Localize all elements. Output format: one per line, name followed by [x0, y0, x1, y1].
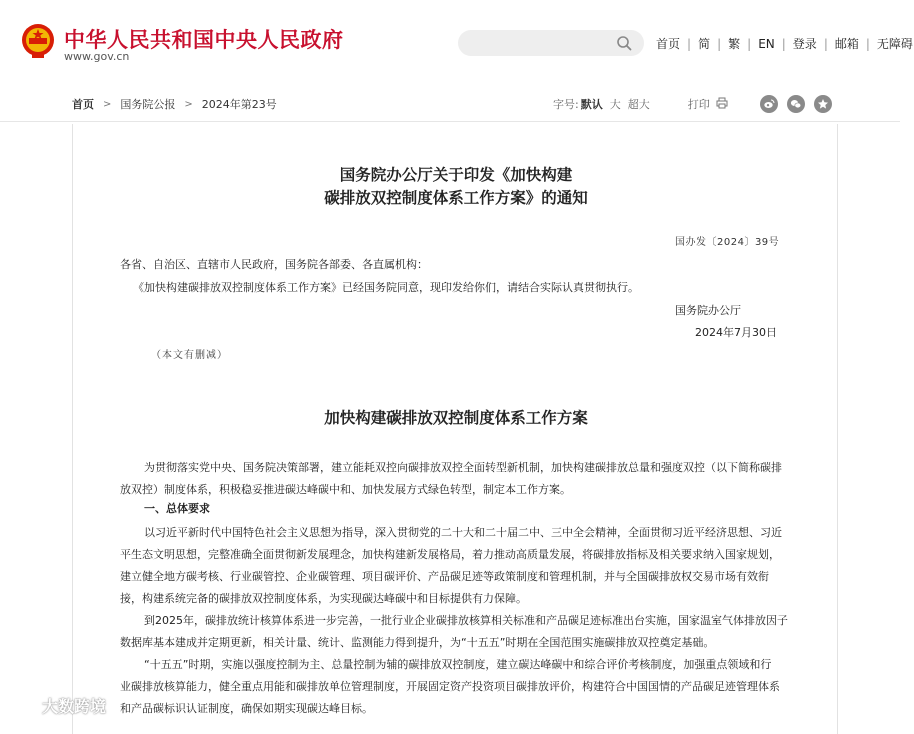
paragraph-line: 平生态文明思想，完整准确全面贯彻新发展理念，加快构建新发展格局，着力推动高质量发展，将碳排放指标及相关要求纳入国家规划， — [120, 548, 780, 561]
search-icon[interactable] — [616, 35, 632, 51]
favorite-star-icon[interactable] — [814, 95, 832, 113]
paragraph-line: 接，构建系统完备的碳排放双控制度体系，为实现碳达峰碳中和目标提供有力保障。 — [120, 592, 527, 605]
site-url: www.gov.cn — [64, 50, 130, 63]
watermark-text: 大数跨境 — [42, 696, 107, 716]
search-input[interactable] — [458, 30, 644, 56]
signing-date: 2024年7月30日 — [695, 326, 777, 339]
font-size-large[interactable]: 大 — [609, 98, 621, 111]
font-size-label: 字号: — [553, 98, 579, 111]
watermark — [6, 692, 106, 718]
nav-accessibility[interactable]: 无障碍 — [876, 37, 913, 51]
article-panel — [72, 124, 838, 734]
plan-title: 加快构建碳排放双控制度体系工作方案 — [324, 408, 588, 427]
intro-paragraph: 《加快构建碳排放双控制度体系工作方案》已经国务院同意，现印发给你们，请结合实际认真贯彻执行。 — [133, 281, 639, 294]
nav-separator: | — [865, 36, 870, 51]
nav-separator: | — [781, 36, 786, 51]
paragraph-line: 数据库基本建成并定期更新，相关计量、统计、监测能力得到提升，为“十五五”时期在全国范围实施碳排放双控奠定基础。 — [120, 636, 715, 649]
nav-separator: | — [687, 36, 692, 51]
abridged-note: （本文有删减） — [151, 350, 228, 361]
paragraph-line: “十五五”时期，实施以强度控制为主、总量控制为辅的碳排放双控制度，建立碳达峰碳中和综合评价考核制度，加强重点领域和行 — [144, 658, 772, 671]
document-number: 国办发〔2024〕39号 — [675, 237, 780, 248]
paragraph-guiding-principle — [120, 522, 790, 610]
site-header — [0, 0, 913, 80]
nav-separator: | — [717, 36, 722, 51]
notice-title-line1: 国务院办公厅关于印发《加快构建 — [339, 165, 573, 184]
paragraph-preamble — [120, 457, 790, 501]
breadcrumb-gazette[interactable]: 国务院公报 — [120, 98, 176, 111]
nav-mailbox[interactable]: 邮箱 — [834, 37, 859, 51]
breadcrumb-bar — [0, 82, 900, 122]
addressee: 各省、自治区、直辖市人民政府，国务院各部委、各直属机构： — [120, 258, 428, 271]
nav-login[interactable]: 登录 — [792, 37, 817, 51]
paragraph-line: 建立健全地方碳考核、行业碳管控、企业碳管理、项目碳评价、产品碳足迹等政策制度和管理机制，并与全国碳排放权交易市场有效衔 — [120, 570, 769, 583]
paragraph-15th-plan-goals — [120, 654, 790, 720]
notice-title-line2: 碳排放双控制度体系工作方案》的通知 — [324, 188, 588, 207]
chevron-right-icon: > — [103, 98, 112, 110]
signing-organization: 国务院办公厅 — [675, 304, 741, 317]
paragraph-line: 为贯彻落实党中央、国务院决策部署，建立能耗双控向碳排放双控全面转型新机制，加快构建碳排放总量和强度双控（以下简称碳排 — [144, 461, 782, 474]
breadcrumb-issue[interactable]: 2024年第23号 — [201, 98, 277, 111]
article-tools — [553, 95, 832, 113]
watermark-logo-icon — [6, 694, 36, 716]
paragraph-line: 以习近平新时代中国特色社会主义思想为指导，深入贯彻党的二十大和二十届二中、三中全会精神，全面贯彻习近平经济思想、习近 — [144, 526, 782, 539]
paragraph-line: 和产品碳标识认证制度，确保如期实现碳达峰目标。 — [120, 702, 373, 715]
nav-simplified[interactable]: 简 — [698, 37, 711, 51]
breadcrumb-home[interactable]: 首页 — [72, 98, 94, 111]
section-heading: 一、总体要求 — [144, 502, 210, 515]
chevron-right-icon: > — [184, 98, 193, 110]
paragraph-line: 放双控）制度体系，积极稳妥推进碳达峰碳中和、加快发展方式绿色转型，制定本工作方案。 — [120, 483, 571, 496]
wechat-share-icon[interactable] — [787, 95, 805, 113]
nav-english[interactable]: EN — [758, 36, 775, 51]
top-nav — [655, 35, 914, 52]
paragraph-line: 到2025年，碳排放统计核算体系进一步完善，一批行业企业碳排放核算相关标准和产品碳足迹标准出台实施，国家温室气体排放因子 — [144, 614, 788, 627]
font-size-default[interactable]: 默认 — [580, 98, 603, 111]
nav-home[interactable]: 首页 — [656, 37, 681, 51]
paragraph-line: 业碳排放核算能力，健全重点用能和碳排放单位管理制度，开展固定资产投资项目碳排放评价，构建符合中国国情的产品碳足迹管理体系 — [120, 680, 780, 693]
site-title[interactable]: 中华人民共和国中央人民政府 — [64, 27, 344, 52]
font-size-xlarge[interactable]: 超大 — [627, 98, 650, 111]
print-button[interactable]: 打印 — [687, 98, 710, 111]
nav-separator: | — [747, 36, 752, 51]
national-emblem-icon[interactable] — [20, 22, 56, 60]
paragraph-2025-goals — [120, 610, 790, 654]
nav-traditional[interactable]: 繁 — [728, 37, 741, 51]
weibo-share-icon[interactable] — [760, 95, 778, 113]
nav-separator: | — [823, 36, 828, 51]
breadcrumb — [72, 96, 277, 112]
print-icon[interactable] — [716, 97, 728, 112]
